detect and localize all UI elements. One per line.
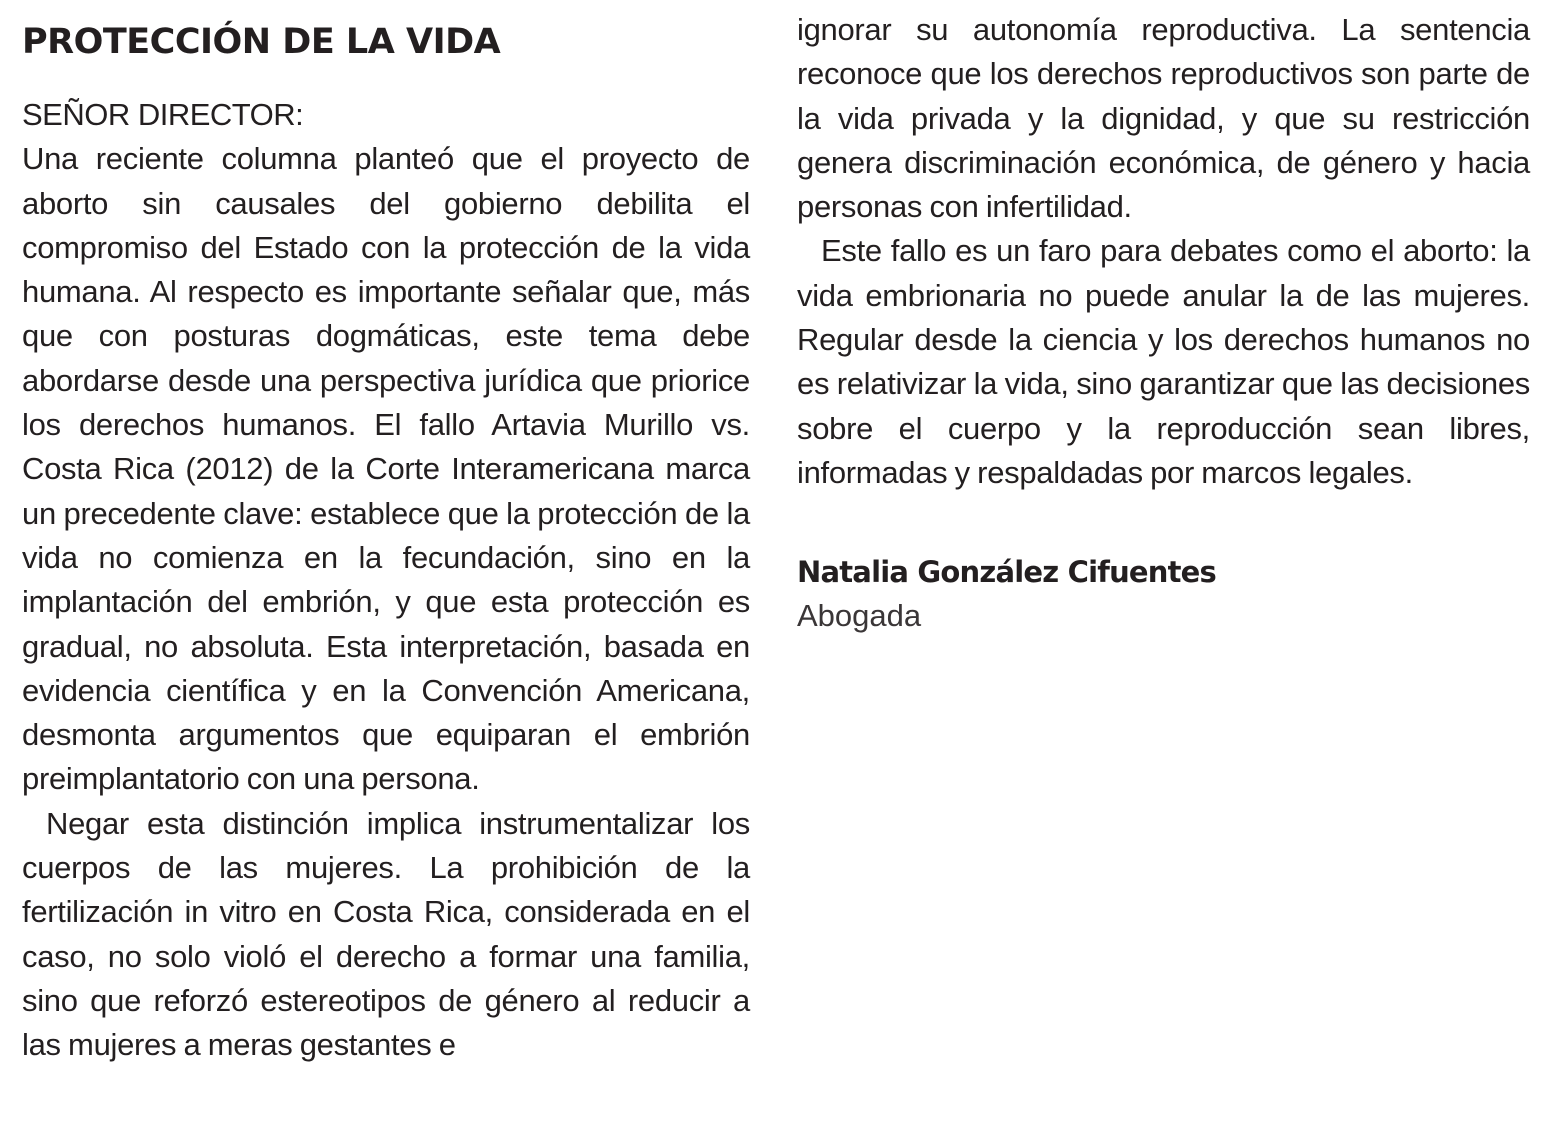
- letter-left-column: [22, 0, 750, 1068]
- author-name: Natalia González Cifuentes: [797, 555, 1217, 590]
- salutation: SEÑOR DIRECTOR:: [22, 97, 304, 132]
- letter-title: PROTECCIÓN DE LA VIDA: [22, 22, 501, 62]
- letter-right-column: [797, 0, 1530, 638]
- paragraph-2: Negar esta distinción implica instrumentalizar los cuerpos de las mujeres. La prohibición de la fertilización in vitro en Costa Rica, considerada en el caso, no solo violó el derecho a formar una familia, sino que reforzó estereotipos de género al reducir a las mujeres a meras gestantes e: [22, 805, 750, 1063]
- author-role: Abogada: [797, 598, 922, 634]
- paragraph-3: Este fallo es un faro para debates como el aborto: la vida embrionaria no puede anular la de las mujeres. Regular desde la ciencia y los derechos humanos no es relativizar la vida, sino garantizar que las decisiones sobre el cuerpo y la reproducción sean libres, informadas y respaldadas por marcos legales.: [797, 233, 1530, 490]
- paragraph-1: Una reciente columna planteó que el proyecto de aborto sin causales del gobierno debilita el compromiso del Estado con la protección de la vida humana. Al respecto es importante señalar que, más que con posturas dogmáticas, este tema debe abordarse desde una perspectiva jurídica que priorice los derechos humanos. El fallo Artavia Murillo vs. Costa Rica (2012) de la Corte Interamericana marca un precedente clave: establece que la protección de la vida no comienza en la fecundación, sino en la implantación del embrión, y que esta protección es gradual, no absoluta. Esta interpretación, basada en evidencia científica y en la Convención Americana, desmonta argumentos que equiparan el embrión preimplantatorio con una persona.: [22, 141, 750, 797]
- paragraph-2-continued: ignorar su autonomía reproductiva. La sentencia reconoce que los derechos reproductivos son parte de la vida privada y la dignidad, y que su restricción genera discriminación económica, de género y hacia personas con infertilidad.: [797, 12, 1530, 225]
